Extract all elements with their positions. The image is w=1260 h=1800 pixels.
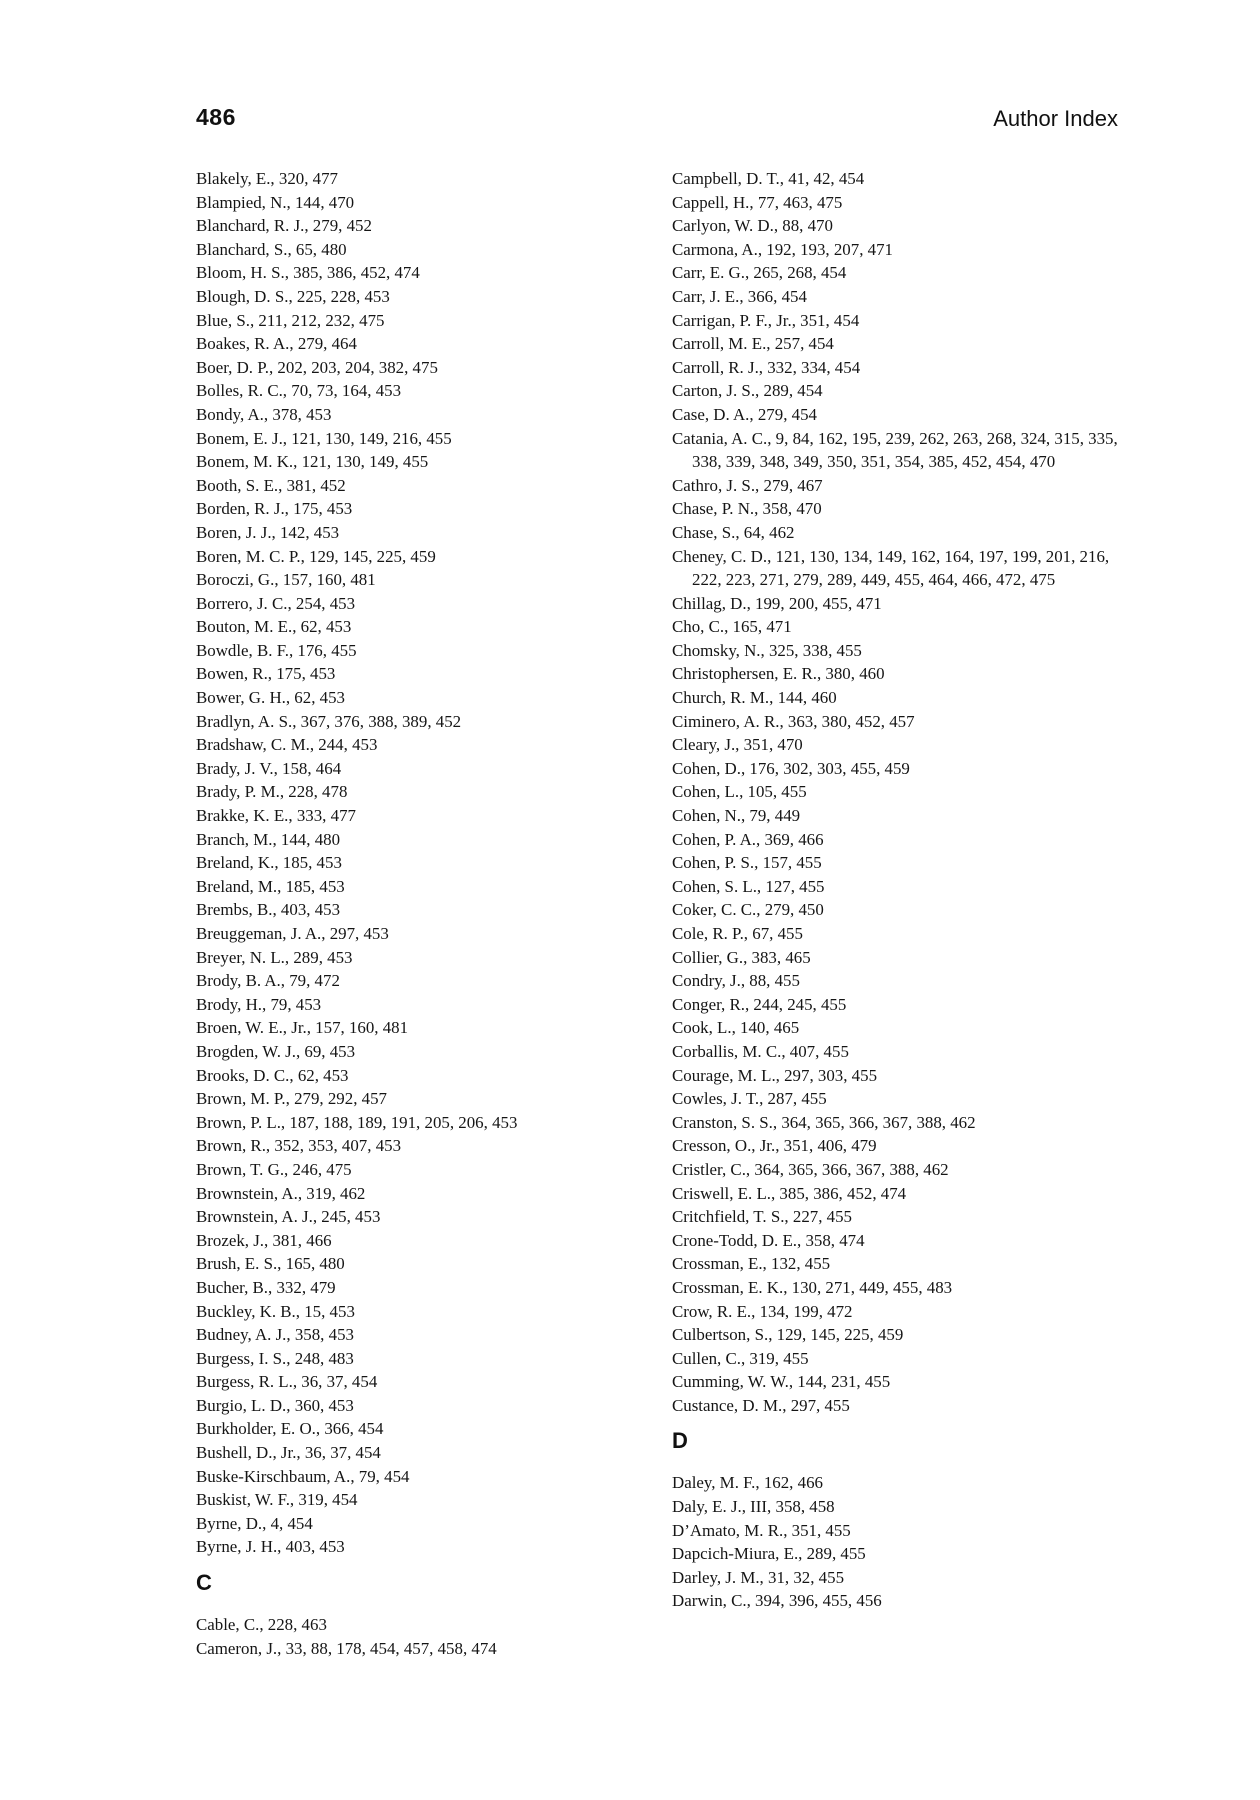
- index-entry: Brogden, W. J., 69, 453: [196, 1041, 356, 1061]
- index-entry: Cook, L., 140, 465: [672, 1018, 800, 1038]
- index-entry: Bouton, M. E., 62, 453: [196, 617, 352, 637]
- index-entry: Blough, D. S., 225, 228, 453: [196, 286, 390, 306]
- index-entry: Budney, A. J., 358, 453: [196, 1325, 354, 1345]
- index-entry: Cresson, O., Jr., 351, 406, 479: [672, 1136, 877, 1156]
- index-entry: Carlyon, W. D., 88, 470: [672, 216, 833, 236]
- index-entry: Custance, D. M., 297, 455: [672, 1395, 850, 1415]
- index-entry: Darwin, C., 394, 396, 455, 456: [672, 1591, 882, 1611]
- index-entry: Byrne, J. H., 403, 453: [196, 1537, 345, 1557]
- index-entry: Bowen, R., 175, 453: [196, 664, 336, 684]
- index-entry: Daley, M. F., 162, 466: [672, 1473, 823, 1493]
- index-entry: Boakes, R. A., 279, 464: [196, 334, 357, 354]
- index-entry: Coker, C. C., 279, 450: [672, 900, 824, 920]
- index-entry: Cole, R. P., 67, 455: [672, 924, 803, 943]
- index-entry: Breland, M., 185, 453: [196, 876, 345, 896]
- index-entry: Cullen, C., 319, 455: [672, 1348, 809, 1368]
- index-entry: Church, R. M., 144, 460: [672, 688, 837, 708]
- entry-list-b: [196, 167, 656, 1559]
- index-entry: Condry, J., 88, 455: [672, 971, 800, 991]
- index-entry: Cohen, S. L., 127, 455: [672, 876, 825, 896]
- index-entry: Courage, M. L., 297, 303, 455: [672, 1065, 878, 1085]
- index-entry: Bonem, M. K., 121, 130, 149, 455: [196, 452, 429, 472]
- index-entry: Carmona, A., 192, 193, 207, 471: [672, 239, 893, 259]
- index-entry: Catania, A. C., 9, 84, 162, 195, 239, 262, 263, 268, 324, 315, 335, 338, 339, 348, 349, 350, 351, 354, 385, 452, 454, 470: [672, 428, 1118, 472]
- index-entry: Cohen, P. A., 369, 466: [672, 829, 824, 849]
- index-entry: Crossman, E., 132, 455: [672, 1254, 831, 1274]
- index-entry: Borden, R. J., 175, 453: [196, 499, 353, 519]
- index-entry: Boren, M. C. P., 129, 145, 225, 459: [196, 546, 436, 566]
- index-entry: Branch, M., 144, 480: [196, 829, 341, 849]
- index-entry: Cohen, N., 79, 449: [672, 806, 801, 826]
- index-entry: Burgess, I. S., 248, 483: [196, 1348, 354, 1368]
- index-entry: Brown, M. P., 279, 292, 457: [196, 1089, 387, 1109]
- index-entry: Carton, J. S., 289, 454: [672, 381, 823, 401]
- index-entry: Cohen, L., 105, 455: [672, 782, 807, 802]
- index-entry: Brown, P. L., 187, 188, 189, 191, 205, 206, 453: [196, 1112, 518, 1132]
- index-entry: Collier, G., 383, 465: [672, 947, 811, 967]
- index-entry: Burgio, L. D., 360, 453: [196, 1395, 354, 1415]
- index-entry: Brozek, J., 381, 466: [196, 1230, 332, 1250]
- index-entry: Critchfield, T. S., 227, 455: [672, 1207, 852, 1227]
- index-entry: Dapcich-Miura, E., 289, 455: [672, 1544, 866, 1564]
- left-column: [196, 167, 656, 1660]
- index-entry: Corballis, M. C., 407, 455: [672, 1041, 849, 1061]
- index-entry: Blue, S., 211, 212, 232, 475: [196, 310, 385, 330]
- index-entry: Blakely, E., 320, 477: [196, 169, 338, 188]
- section-heading-c: C: [196, 1570, 212, 1596]
- index-entry: Bradshaw, C. M., 244, 453: [196, 735, 378, 755]
- index-entry: Breuggeman, J. A., 297, 453: [196, 924, 389, 943]
- index-entry: D’Amato, M. R., 351, 455: [672, 1520, 851, 1540]
- index-entry: Cohen, P. S., 157, 455: [672, 853, 822, 873]
- index-entry: Brakke, K. E., 333, 477: [196, 806, 356, 826]
- index-entry: Burgess, R. L., 36, 37, 454: [196, 1372, 378, 1392]
- index-entry: Cristler, C., 364, 365, 366, 367, 388, 462: [672, 1159, 949, 1179]
- index-entry: Carroll, R. J., 332, 334, 454: [672, 357, 861, 377]
- index-entry: Brown, R., 352, 353, 407, 453: [196, 1136, 402, 1156]
- index-entry: Chase, S., 64, 462: [672, 522, 795, 542]
- index-entry: Buskist, W. F., 319, 454: [196, 1490, 358, 1510]
- index-entry: Chase, P. N., 358, 470: [672, 499, 822, 519]
- index-entry: Cable, C., 228, 463: [196, 1615, 327, 1635]
- index-entry: Carr, J. E., 366, 454: [672, 286, 807, 306]
- index-entry: Cathro, J. S., 279, 467: [672, 475, 823, 495]
- index-entry: Brush, E. S., 165, 480: [196, 1254, 345, 1274]
- index-entry: Bondy, A., 378, 453: [196, 404, 332, 424]
- page-number: 486: [196, 104, 236, 130]
- index-entry: Carr, E. G., 265, 268, 454: [672, 263, 847, 283]
- index-entry: Breland, K., 185, 453: [196, 853, 342, 873]
- index-entry: Crossman, E. K., 130, 271, 449, 455, 483: [672, 1277, 953, 1297]
- index-entry: Campbell, D. T., 41, 42, 454: [672, 169, 865, 188]
- index-entry: Brembs, B., 403, 453: [196, 900, 341, 920]
- index-entry: Criswell, E. L., 385, 386, 452, 474: [672, 1183, 907, 1203]
- index-entry: Chomsky, N., 325, 338, 455: [672, 640, 862, 660]
- index-entry: Brody, H., 79, 453: [196, 994, 322, 1014]
- index-entry: Borrero, J. C., 254, 453: [196, 593, 356, 613]
- index-entry: Cho, C., 165, 471: [672, 617, 792, 637]
- index-entry: Cleary, J., 351, 470: [672, 735, 803, 755]
- index-entry: Bonem, E. J., 121, 130, 149, 216, 455: [196, 428, 452, 448]
- index-entry: Cheney, C. D., 121, 130, 134, 149, 162, 164, 197, 199, 201, 216, 222, 223, 271, 279, 289, 449, 455, 464, 466, 472, 475: [672, 546, 1110, 590]
- index-entry: Cohen, D., 176, 302, 303, 455, 459: [672, 758, 910, 778]
- index-entry: Boer, D. P., 202, 203, 204, 382, 475: [196, 357, 438, 377]
- index-entry: Cranston, S. S., 364, 365, 366, 367, 388, 462: [672, 1112, 976, 1132]
- index-entry: Blanchard, R. J., 279, 452: [196, 216, 372, 236]
- index-entry: Cappell, H., 77, 463, 475: [672, 192, 843, 212]
- index-entry: Chillag, D., 199, 200, 455, 471: [672, 593, 882, 613]
- index-entry: Ciminero, A. R., 363, 380, 452, 457: [672, 711, 915, 731]
- right-column: [672, 167, 1128, 1613]
- index-entry: Boren, J. J., 142, 453: [196, 522, 340, 542]
- index-entry: Cameron, J., 33, 88, 178, 454, 457, 458, 474: [196, 1638, 497, 1658]
- index-entry: Bower, G. H., 62, 453: [196, 688, 345, 708]
- index-entry: Booth, S. E., 381, 452: [196, 475, 346, 495]
- index-entry: Boroczi, G., 157, 160, 481: [196, 570, 376, 590]
- index-entry: Bloom, H. S., 385, 386, 452, 474: [196, 263, 420, 283]
- entry-list-c-continued: [672, 167, 1128, 1417]
- index-entry: Brady, P. M., 228, 478: [196, 782, 348, 802]
- index-entry: Christophersen, E. R., 380, 460: [672, 664, 885, 684]
- index-entry: Buske-Kirschbaum, A., 79, 454: [196, 1466, 410, 1486]
- running-title: Author Index: [993, 106, 1118, 131]
- index-entry: Breyer, N. L., 289, 453: [196, 947, 353, 967]
- section-heading-d: D: [672, 1428, 688, 1454]
- index-entry: Brooks, D. C., 62, 453: [196, 1065, 349, 1085]
- index-entry: Bradlyn, A. S., 367, 376, 388, 389, 452: [196, 711, 462, 731]
- index-entry: Brown, T. G., 246, 475: [196, 1159, 352, 1179]
- index-entry: Bushell, D., Jr., 36, 37, 454: [196, 1443, 381, 1463]
- index-entry: Bucher, B., 332, 479: [196, 1277, 336, 1297]
- entry-list-d: [672, 1471, 1128, 1613]
- index-entry: Blanchard, S., 65, 480: [196, 239, 347, 259]
- index-entry: Bowdle, B. F., 176, 455: [196, 640, 357, 660]
- index-entry: Carroll, M. E., 257, 454: [672, 334, 834, 354]
- index-entry: Cumming, W. W., 144, 231, 455: [672, 1372, 891, 1392]
- index-entry: Darley, J. M., 31, 32, 455: [672, 1567, 845, 1587]
- index-entry: Buckley, K. B., 15, 453: [196, 1301, 355, 1321]
- index-entry: Brody, B. A., 79, 472: [196, 971, 340, 991]
- index-entry: Conger, R., 244, 245, 455: [672, 994, 847, 1014]
- index-entry: Case, D. A., 279, 454: [672, 404, 817, 424]
- index-entry: Byrne, D., 4, 454: [196, 1513, 313, 1533]
- index-entry: Carrigan, P. F., Jr., 351, 454: [672, 310, 860, 330]
- index-entry: Brownstein, A., 319, 462: [196, 1183, 366, 1203]
- index-entry: Crow, R. E., 134, 199, 472: [672, 1301, 853, 1321]
- index-entry: Culbertson, S., 129, 145, 225, 459: [672, 1325, 904, 1345]
- index-entry: Daly, E. J., III, 358, 458: [672, 1497, 835, 1517]
- index-entry: Brownstein, A. J., 245, 453: [196, 1207, 381, 1227]
- index-entry: Brady, J. V., 158, 464: [196, 758, 342, 778]
- index-entry: Blampied, N., 144, 470: [196, 192, 355, 212]
- index-entry: Bolles, R. C., 70, 73, 164, 453: [196, 381, 402, 401]
- entry-list-c: [196, 1613, 656, 1660]
- index-entry: Broen, W. E., Jr., 157, 160, 481: [196, 1018, 409, 1038]
- index-entry: Burkholder, E. O., 366, 454: [196, 1419, 384, 1439]
- index-entry: Crone-Todd, D. E., 358, 474: [672, 1230, 865, 1250]
- index-entry: Cowles, J. T., 287, 455: [672, 1089, 827, 1109]
